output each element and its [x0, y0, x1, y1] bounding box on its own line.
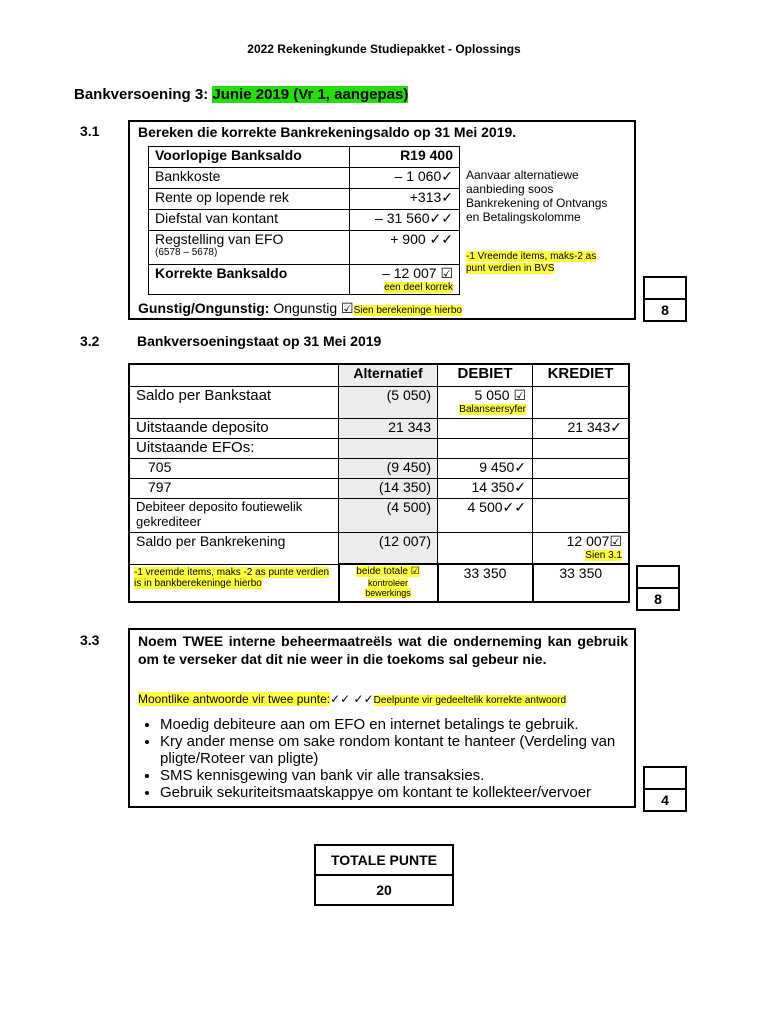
q33-number: 3.3: [80, 632, 100, 648]
q31-markbox: [643, 276, 687, 322]
q31-box: [128, 120, 636, 320]
row-value: + 900 ✓✓: [350, 231, 460, 265]
row-label: Saldo per Bankstaat: [129, 386, 339, 418]
row-value: – 31 560✓✓: [350, 210, 460, 231]
row-label: 705: [129, 458, 339, 478]
row-alt: (12 007): [339, 532, 438, 564]
q31-side-note: Aanvaar alternatiewe aanbieding soos Bankrekening of Ontvangs en Betalingskolomme: [466, 168, 608, 224]
row-note: een deel korrek: [384, 282, 453, 293]
col-header: Alternatief: [339, 364, 438, 386]
total-alt: beide totale ☑: [356, 566, 420, 577]
table-total-row: [129, 564, 629, 602]
row-debit: [438, 418, 533, 438]
list-item: • Kry ander mense om sake rondom kontant te hanteer (Verdeling van pligte/Roteer van pligte): [160, 733, 656, 767]
row-label: Saldo per Bankrekening: [129, 532, 339, 564]
row-credit: 21 343✓: [533, 418, 630, 438]
list-item: • Gebruik sekuriteitsmaatskappye om kontant te kollekteer/vervoer: [160, 784, 656, 801]
table-row: [129, 418, 629, 438]
total-debit: 33 350: [438, 564, 533, 602]
section-title: [74, 86, 408, 103]
q32-markbox: [636, 565, 680, 611]
list-item: • SMS kennisgewing van bank vir alle transaksies.: [160, 767, 656, 784]
q32-mark: 8: [638, 587, 678, 609]
row-label: Voorlopige Banksaldo: [149, 147, 350, 168]
table-row: [149, 168, 460, 189]
row-label-cell: [149, 231, 350, 265]
row-credit: [533, 478, 630, 498]
q33-bullet-list: [136, 716, 656, 801]
q32-table: [128, 363, 630, 603]
total-label: TOTALE PUNTE: [330, 852, 438, 868]
q33-mark: 4: [645, 788, 685, 810]
table-row: [149, 210, 460, 231]
total-value: 20: [316, 874, 452, 904]
row-debit: 14 350✓: [438, 478, 533, 498]
row-value-cell: [350, 265, 460, 295]
table-row: [129, 532, 629, 564]
table-row: [129, 498, 629, 532]
q33-title: Noem TWEE interne beheermaatreëls wat die onderneming kan gebruik om te verseker dat dit nie weer in die toekoms sal gebeur nie.: [138, 633, 628, 667]
answers-checks: ✓✓ ✓✓: [330, 692, 374, 706]
table-row: [149, 147, 460, 168]
q31-table: [148, 146, 460, 295]
row-value: +313✓: [350, 189, 460, 210]
row-debit: [438, 532, 533, 564]
row-label: 797: [129, 478, 339, 498]
q31-side-note2-wrap: [466, 251, 614, 275]
page-header: 2022 Rekeningkunde Studiepakket - Oplossings: [247, 42, 521, 56]
row-credit: [533, 386, 630, 418]
row-credit-note: Sien 3.1: [585, 549, 622, 561]
row-credit: [533, 498, 630, 532]
row-credit-cell: [533, 532, 630, 564]
q32-number: 3.2: [80, 333, 100, 349]
partial-note: Deelpunte vir gedeeltelik korrekte antwoord: [373, 695, 567, 706]
section-title-text: Bankversoening 3:: [74, 86, 209, 103]
q33-markbox: [643, 766, 687, 812]
row-label: Debiteer deposito foutiewelik gekrediteer: [129, 498, 339, 532]
row-alt: (4 500): [339, 498, 438, 532]
q31-title: Bereken die korrekte Bankrekeningsaldo op 31 Mei 2019.: [138, 124, 517, 140]
row-alt: (14 350): [339, 478, 438, 498]
table-row: [149, 231, 460, 265]
section-subtitle: Junie 2019 (Vr 1, aangepas): [212, 86, 409, 103]
total-alt-note: kontroleer bewerkings: [365, 578, 411, 598]
answers-label: Moontlike antwoorde vir twee punte:: [138, 692, 331, 706]
row-value: – 1 060✓: [350, 168, 460, 189]
list-item: • Moedig debiteure aan om EFO en internet betalings te gebruik.: [160, 716, 656, 733]
gunstig-value: Ongunstig ☑: [273, 300, 354, 316]
row-debit: [438, 438, 533, 458]
row-debit: 4 500✓✓: [438, 498, 533, 532]
col-header: DEBIET: [438, 364, 533, 386]
row-debit-note: Balanseersyfer: [459, 403, 526, 415]
q31-mark: 8: [645, 298, 685, 320]
row-label: Korrekte Banksaldo: [149, 265, 350, 295]
q33-answers-line: [138, 692, 566, 706]
col-header: KREDIET: [533, 364, 630, 386]
total-note: -1 vreemde items, maks -2 as punte verdien is in bankberekeninge hierbo: [134, 566, 330, 589]
row-label: Diefstal van kontant: [149, 210, 350, 231]
q31-number: 3.1: [80, 123, 100, 139]
table-row: [129, 386, 629, 418]
row-debit: 9 450✓: [438, 458, 533, 478]
q33-box: [128, 628, 636, 808]
q31-gunstig: [138, 300, 462, 317]
total-box: [314, 844, 454, 906]
table-row: [129, 478, 629, 498]
row-label: Uitstaande EFOs:: [129, 438, 339, 458]
row-credit: 12 007☑: [566, 532, 622, 549]
row-label: Regstelling van EFO: [155, 231, 284, 247]
row-label: Uitstaande deposito: [129, 418, 339, 438]
row-value: R19 400: [350, 147, 460, 168]
row-label: Rente op lopende rek: [149, 189, 350, 210]
q32-title: Bankversoeningstaat op 31 Mei 2019: [137, 333, 382, 349]
row-label: Bankkoste: [149, 168, 350, 189]
row-alt: [339, 438, 438, 458]
table-row: [129, 438, 629, 458]
row-credit: [533, 458, 630, 478]
total-note-cell: [129, 564, 339, 602]
total-credit: 33 350: [533, 564, 630, 602]
total-alt-cell: [339, 564, 438, 602]
row-debit-cell: [438, 386, 533, 418]
gunstig-note: Sien berekeninge hierbo: [353, 305, 462, 316]
table-row: [149, 189, 460, 210]
row-alt: (5 050): [339, 386, 438, 418]
table-header-row: [129, 364, 629, 386]
q31-side-note2: -1 Vreemde items, maks-2 as punt verdien in BVS: [466, 251, 597, 274]
row-sublabel: (6578 – 5678): [155, 247, 218, 258]
row-alt: 21 343: [339, 418, 438, 438]
col-header: [129, 364, 339, 386]
table-row: [149, 265, 460, 295]
row-credit: [533, 438, 630, 458]
row-alt: (9 450): [339, 458, 438, 478]
table-row: [129, 458, 629, 478]
row-value: – 12 007 ☑: [382, 265, 453, 281]
row-debit: 5 050 ☑: [474, 386, 526, 403]
gunstig-label: Gunstig/Ongunstig:: [138, 300, 270, 316]
